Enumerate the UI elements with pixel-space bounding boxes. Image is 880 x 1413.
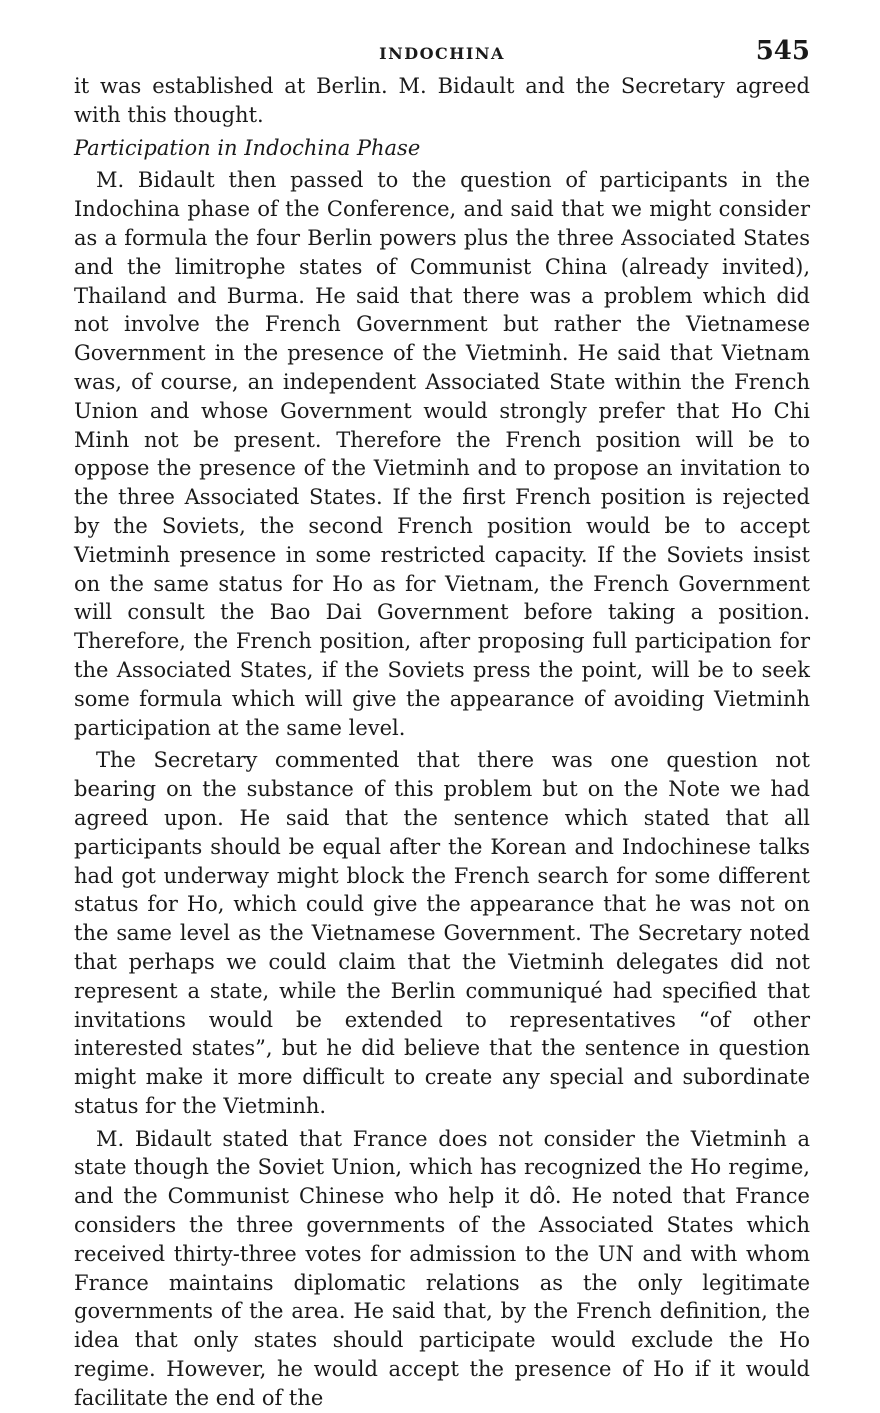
running-title: INDOCHINA [379, 44, 505, 63]
body-text [74, 72, 810, 1413]
paragraph-bidault-vietminh: M. Bidault stated that France does not consider the Vietminh a state though the Soviet Union, which has recognized the Ho regime, and the Communist Chinese who help it dô. He noted that France considers the three governments of the Associated States which received thirty-three votes for admission to the UN and with whom France maintains diplomatic relations as the only legitimate governments of the area. He said that, by the French definition, the idea that only states should participate would exclude the Ho regime. However, he would accept the presence of Ho if it would facilitate the end of the [74, 1126, 810, 1410]
page-number: 545 [755, 36, 810, 66]
paragraph-bidault-participants: M. Bidault then passed to the question of participants in the Indochina phase of the Conference, and said that we might consider as a formula the four Berlin powers plus the three Associated States and the limitrophe states of Communist China (already invited), Thailand and Burma. He said that there was a problem which did not involve the French Government but rather the Vietnamese Government in the presence of the Vietminh. He said that Vietnam was, of course, an independent Associated State within the French Union and whose Government would strongly prefer that Ho Chi Minh not be present. Therefore the French position will be to oppose the presence of the Vietminh and to propose an invitation to the three Associated States. If the first French position is rejected by the Soviets, the second French position would be to accept Vietminh presence in some restricted capacity. If the Soviets insist on the same status for Ho as for Vietnam, the French Government will consult the Bao Dai Government before taking a position. Therefore, the French position, after proposing full participation for the Associated States, if the Soviets press the point, will be to seek some formula which will give the appearance of avoiding Vietminh participation at the same level. [74, 168, 810, 740]
paragraph-secretary-comment: The Secretary commented that there was one question not bearing on the substance of this problem but on the Note we had agreed upon. He said that the sentence which stated that all participants should be equal after the Korean and Indochinese talks had got underway might block the French search for some different status for Ho, which could give the appearance that he was not on the same level as the Vietnamese Government. The Secretary noted that perhaps we could claim that the Vietminh delegates did not represent a state, while the Berlin communiqué had specified that invitations would be extended to representatives “of other interested states”, but he did believe that the sentence in question might make it more difficult to create any special and subordinate status for the Vietminh. [74, 748, 810, 1118]
document-page [74, 36, 810, 1413]
running-header [74, 36, 810, 72]
paragraph-continued: it was established at Berlin. M. Bidault and the Secretary agreed with this thought. [74, 74, 810, 127]
section-heading: Participation in Indochina Phase [74, 135, 421, 160]
